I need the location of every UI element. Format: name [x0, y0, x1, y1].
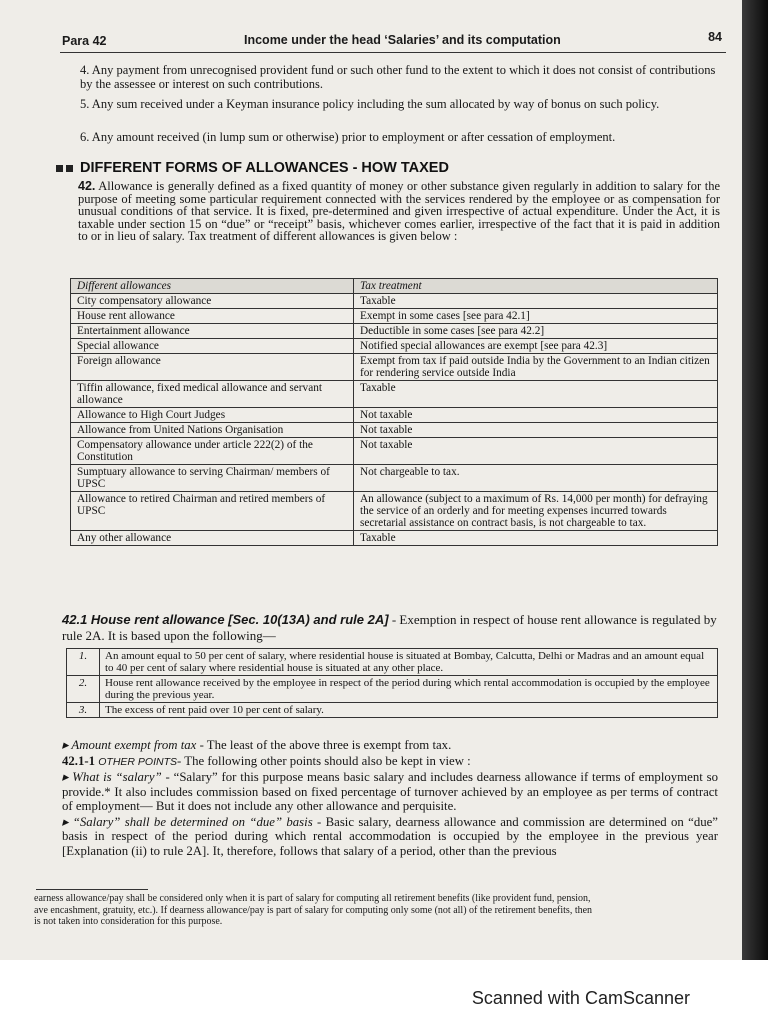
- due-point-text: - Basic salary, dearness allowance and commission are determined on “due” basis in respect of the period during which rental accommodation is occupied by the employee in the previous year [Explanation (ii) to rule 2A]. It, therefore, follows that salary of a period, other than the previous: [62, 814, 718, 858]
- bullet-square-icon: [66, 165, 73, 172]
- cell-allowance: Entertainment allowance: [71, 324, 354, 339]
- cell-allowance: City compensatory allowance: [71, 294, 354, 309]
- due-point: [62, 815, 718, 859]
- table-row: [71, 294, 718, 309]
- due-point-label: ▸ “Salary” shall be determined on “due” basis: [62, 814, 313, 829]
- table-row: [71, 354, 718, 381]
- item-5-text: 5. Any sum received under a Keyman insurance policy including the sum allocated by way of bonus on such policy.: [80, 97, 660, 111]
- table-row: [71, 339, 718, 354]
- table-row: [71, 324, 718, 339]
- table-row: [71, 309, 718, 324]
- cell-treatment: Not chargeable to tax.: [354, 465, 718, 492]
- row-text: An amount equal to 50 per cent of salary, where residential house is situated at Bombay, Calcutta, Delhi or Madras and an amount equal to 40 per cent of salary where residential house is situated at any other place.: [100, 649, 718, 676]
- cell-allowance: House rent allowance: [71, 309, 354, 324]
- table-row: [67, 649, 718, 676]
- cell-allowance: Any other allowance: [71, 531, 354, 546]
- table-row: [67, 703, 718, 718]
- cell-allowance: Special allowance: [71, 339, 354, 354]
- paragraph-number: 42.: [78, 179, 96, 193]
- cell-allowance: Tiffin allowance, fixed medical allowance and servant allowance: [71, 381, 354, 408]
- page-edge-shadow: [742, 0, 768, 1024]
- list-item: [80, 64, 720, 91]
- other-points-label: OTHER POINTS: [98, 755, 178, 768]
- footnote-line: is not taken into consideration for this purpose.: [34, 916, 223, 927]
- salary-point-label: ▸ What is “salary”: [62, 770, 162, 784]
- item-4-text: 4. Any payment from unrecognised provident fund or such other fund to the extent to which it does not consist of contributions by the assessee or interest on such contributions.: [80, 63, 716, 91]
- other-points-number: 42.1-1: [62, 753, 99, 768]
- body-text: [62, 738, 718, 859]
- cell-treatment: Not taxable: [354, 438, 718, 465]
- cell-treatment: Notified special allowances are exempt [see para 42.3]: [354, 339, 718, 354]
- other-points-text: - The following other points should also be kept in view :: [177, 753, 471, 768]
- row-number: 1.: [67, 649, 100, 676]
- paragraph-42: [78, 180, 720, 243]
- column-header-tax-treatment: Tax treatment: [354, 279, 718, 294]
- section-heading: [56, 160, 449, 176]
- header-para-ref: Para 42: [62, 34, 107, 48]
- item-6-text: 6. Any amount received (in lump sum or otherwise) prior to employment or after cessation of employment.: [80, 130, 616, 144]
- cell-allowance: Allowance to High Court Judges: [71, 408, 354, 423]
- row-number: 2.: [67, 676, 100, 703]
- cell-treatment: Taxable: [354, 531, 718, 546]
- section-heading-text: DIFFERENT FORMS OF ALLOWANCES - HOW TAXED: [80, 160, 449, 176]
- table-row: [71, 531, 718, 546]
- cell-allowance: Allowance from United Nations Organisation: [71, 423, 354, 438]
- cell-treatment: Taxable: [354, 294, 718, 309]
- cell-treatment: An allowance (subject to a maximum of Rs. 14,000 per month) for defraying the service of an orderly and for meeting expenses incurred towards secretarial assistance on contract basis, is not chargeable to tax.: [354, 492, 718, 531]
- paragraph-text: Allowance is generally defined as a fixed quantity of money or other substance given regularly in addition to salary for the purpose of meeting some particular requirement connected with the services rendered by the employee or as compensation for unusual conditions of that service. It is fixed, pre-determined and given irrespective of actual expenditure. Under the Act, it is taxable under section 15 on “due” or “receipt” basis, whichever comes earlier, irrespective of the fact that it is paid in addition to or in lieu of salary. Tax treatment of different allowances is given below :: [78, 179, 720, 244]
- row-number: 3.: [67, 703, 100, 718]
- page-number: 84: [708, 30, 722, 44]
- table-row: [71, 438, 718, 465]
- table-row: [67, 676, 718, 703]
- cell-treatment: Exempt in some cases [see para 42.1]: [354, 309, 718, 324]
- other-points-line: [62, 754, 718, 770]
- table-header-row: [71, 279, 718, 294]
- row-text: House rent allowance received by the employee in respect of the period during which rental accommodation is occupied by the employee during the previous year.: [100, 676, 718, 703]
- footnote: [34, 893, 718, 928]
- salary-point-text: - “Salary” for this purpose means basic salary and includes dearness allowance if terms of employment so provide.* It also includes commission based on fixed percentage of turnover achieved by an employee as per terms of contract of employment— But it does not include any other allowance and perquisite.: [62, 770, 718, 813]
- amount-exempt-line: [62, 738, 718, 753]
- header-title: Income under the head ‘Salaries’ and its computation: [244, 33, 561, 47]
- section-42-1-heading: 42.1 House rent allowance [Sec. 10(13A) and rule 2A]: [62, 612, 389, 627]
- page-header: [62, 30, 722, 52]
- column-header-allowances: Different allowances: [71, 279, 354, 294]
- hra-table: [66, 648, 718, 718]
- cell-treatment: Exempt from tax if paid outside India by the Government to an Indian citizen for rendering service outside India: [354, 354, 718, 381]
- section-42-1-text: - Exemption in respect of house rent allowance is regulated by rule 2A. It is based upon the following—: [62, 612, 717, 643]
- cell-treatment: Not taxable: [354, 423, 718, 438]
- amount-exempt-text: - The least of the above three is exempt from tax.: [196, 738, 452, 752]
- table-row: [71, 465, 718, 492]
- cell-treatment: Not taxable: [354, 408, 718, 423]
- cell-treatment: Taxable: [354, 381, 718, 408]
- footnote-line: ave encashment, gratuity, etc.). If dearness allowance/pay is part of salary for computing only some (not all) of the retirement benefits, then: [34, 904, 593, 916]
- list-item: [80, 98, 720, 112]
- cell-allowance: Allowance to retired Chairman and retired members of UPSC: [71, 492, 354, 531]
- cell-treatment: Deductible in some cases [see para 42.2]: [354, 324, 718, 339]
- amount-exempt-label: ▸ Amount exempt from tax: [62, 738, 197, 752]
- cell-allowance: Foreign allowance: [71, 354, 354, 381]
- section-42-1: [62, 612, 718, 644]
- cell-allowance: Compensatory allowance under article 222(2) of the Constitution: [71, 438, 354, 465]
- table-row: [71, 492, 718, 531]
- table-row: [71, 381, 718, 408]
- bullet-square-icon: [56, 165, 63, 172]
- cell-allowance: Sumptuary allowance to serving Chairman/ members of UPSC: [71, 465, 354, 492]
- table-row: [71, 423, 718, 438]
- row-text: The excess of rent paid over 10 per cent of salary.: [100, 703, 718, 718]
- list-item: [80, 131, 720, 145]
- header-rule: [60, 52, 726, 53]
- camscanner-watermark: Scanned with CamScanner: [471, 988, 690, 1008]
- footnote-rule: [36, 889, 148, 890]
- allowances-table: [70, 278, 718, 546]
- footnote-line: earness allowance/pay shall be considered only when it is part of salary for computing all retirement benefits (like provident fund, pension,: [34, 893, 591, 904]
- salary-point: [62, 770, 718, 814]
- table-row: [71, 408, 718, 423]
